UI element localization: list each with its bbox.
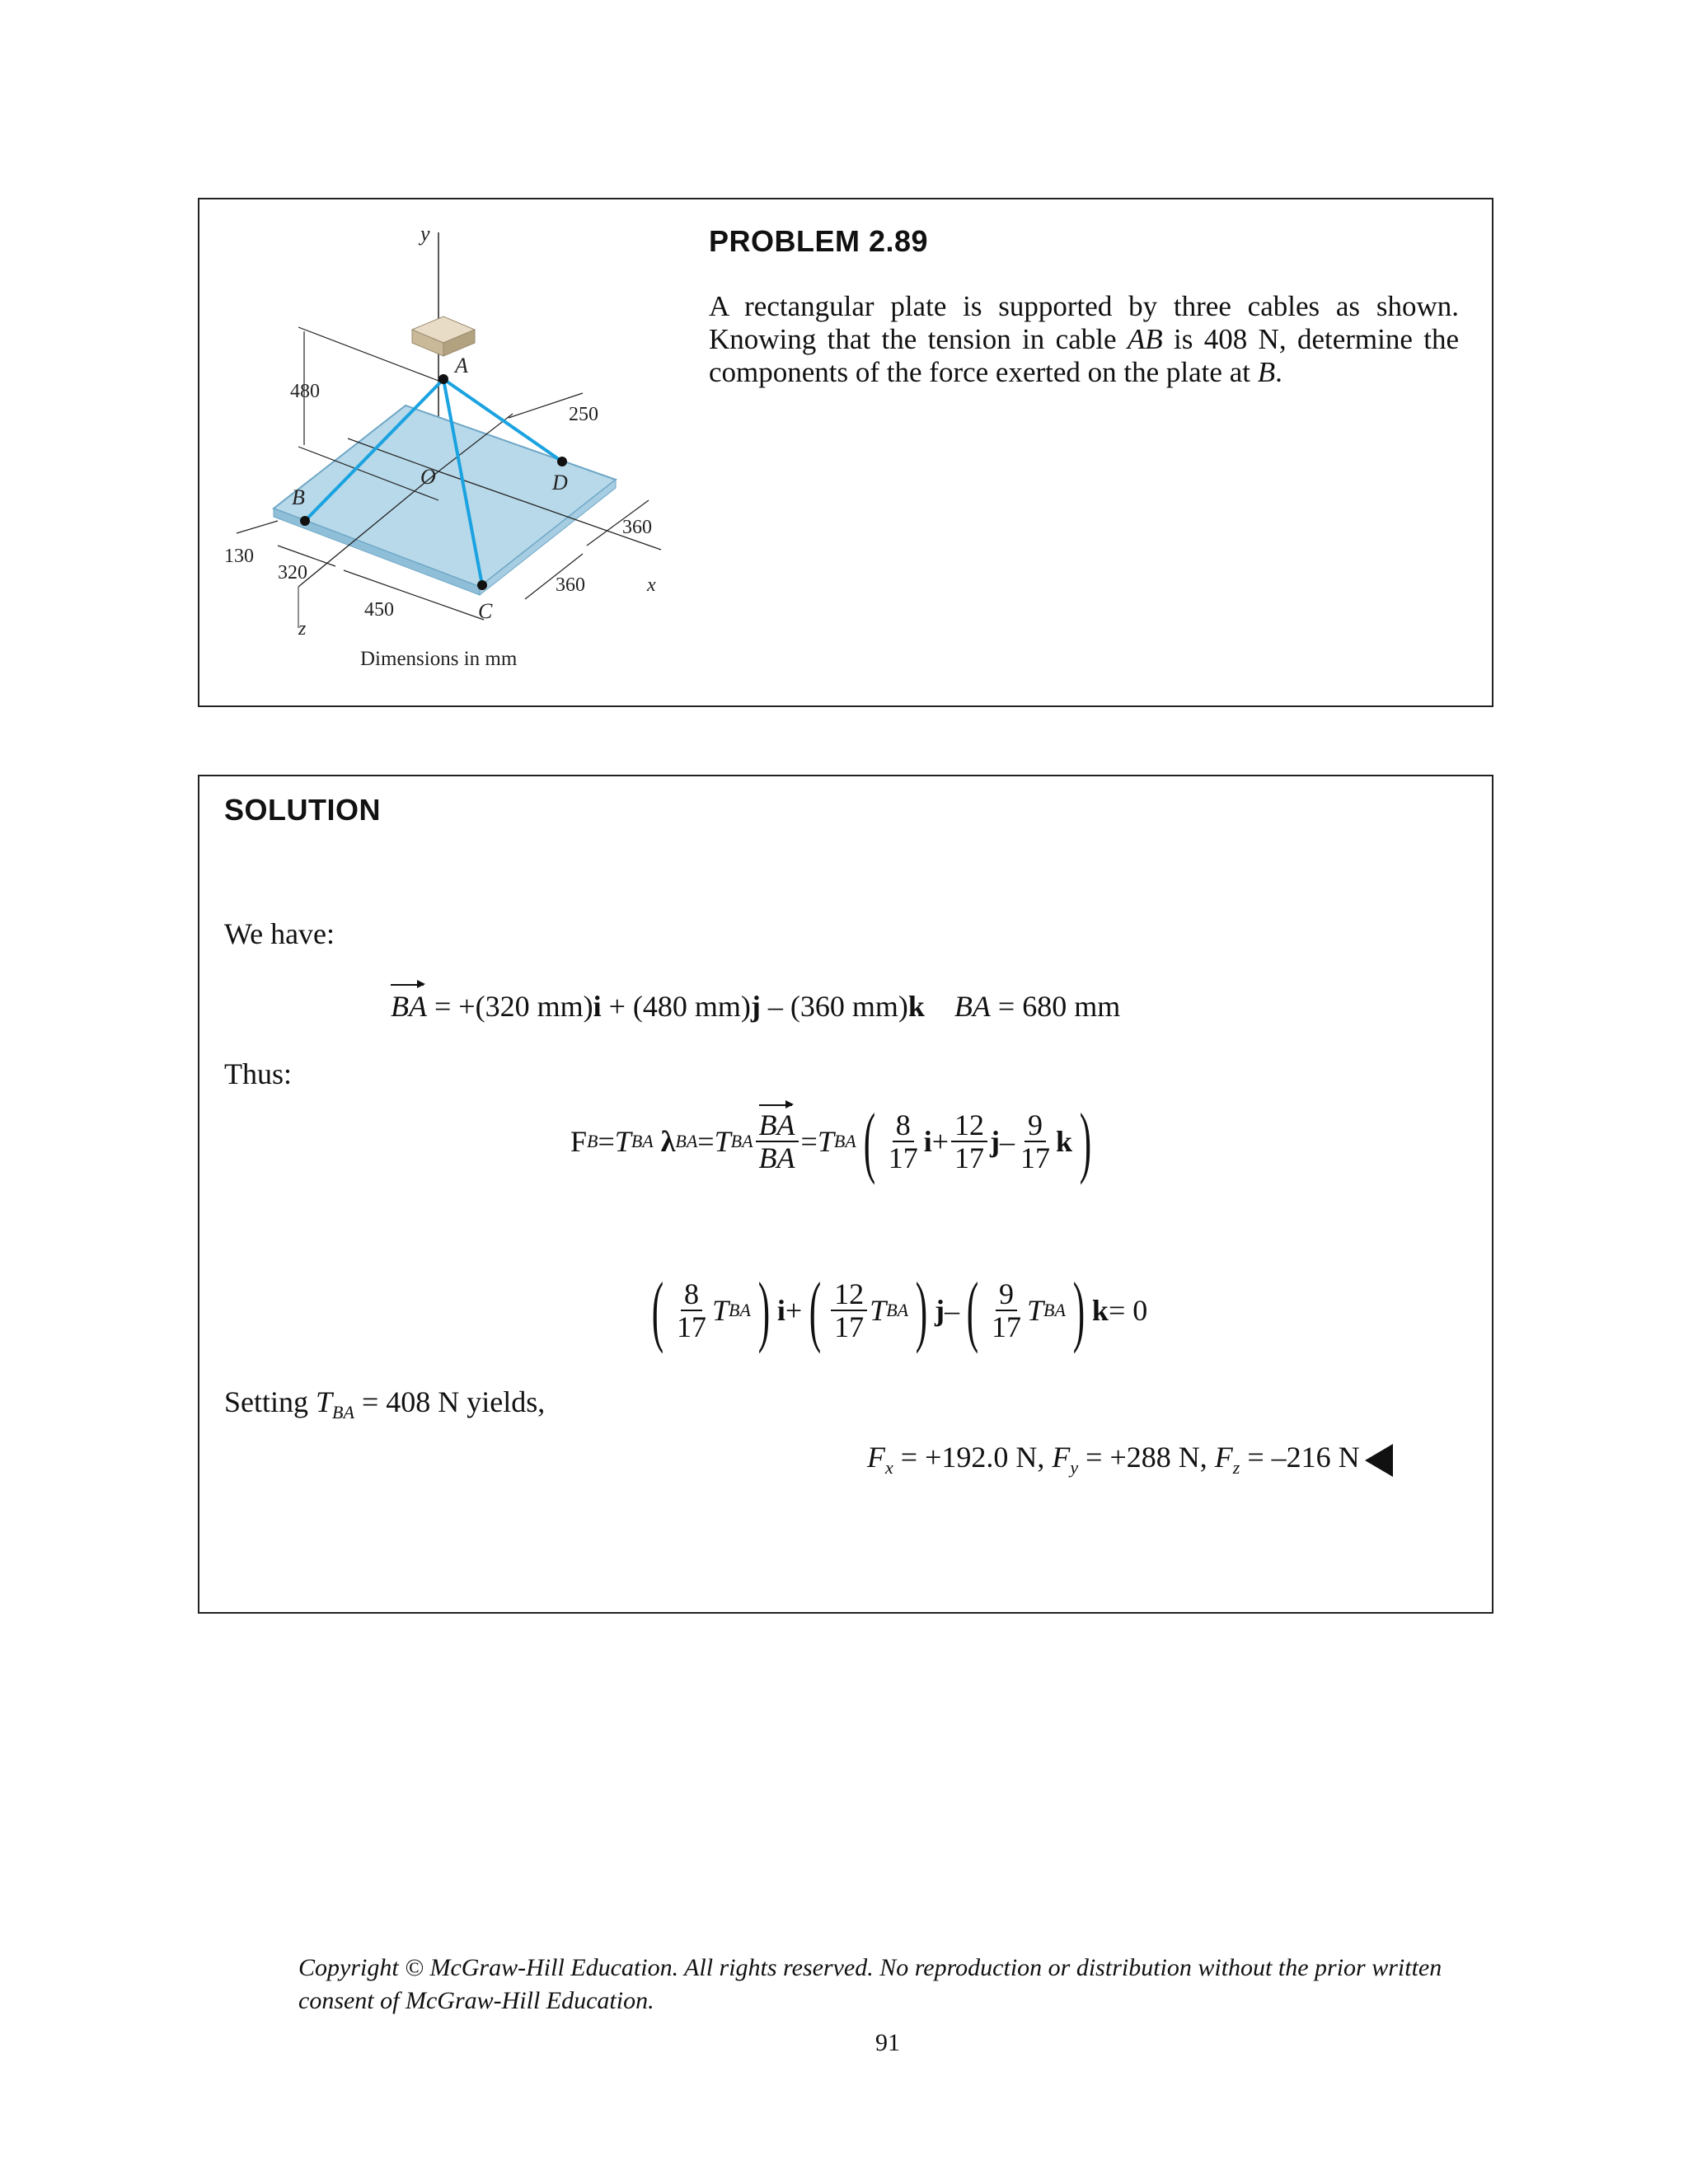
dim-320: 320 — [278, 562, 307, 583]
label-A: A — [455, 354, 468, 377]
label-z: z — [298, 618, 307, 640]
dim-250: 250 — [569, 404, 598, 425]
dim-360-front: 360 — [556, 574, 585, 596]
label-x: x — [647, 574, 656, 596]
final-answer: $F_x = +192.0$ N, $F_y = +288$ N, $F_z = -216$ N — [867, 1440, 1393, 1479]
label-C: C — [478, 599, 493, 623]
copyright-notice: Copyright © McGraw-Hill Education. All rights reserved. No reproduction or distribution without the prior written consent of McGraw-Hill Education. — [298, 1954, 1442, 2014]
dim-130: 130 — [224, 546, 254, 567]
dim-360-right: 360 — [622, 517, 652, 538]
dim-450: 450 — [364, 599, 394, 621]
page-number: 91 — [875, 2029, 900, 2056]
answer-marker-icon — [1365, 1444, 1393, 1477]
equation-components: ( $\frac{8}{17}$ T BA ) i + ( $\frac{12}{17}$ T BA ) j – ( $\frac{9}{17}$ T BA ) k = 0 — [651, 1266, 1148, 1354]
figure-caption: Dimensions in mm — [360, 648, 518, 670]
label-y: y — [420, 222, 430, 246]
setting-statement: Setting $T_{BA} = 408$ N yields, — [224, 1385, 546, 1422]
we-have-label: We have: — [224, 917, 335, 950]
equation-position-vector: BA = +(320 mm)i + (480 mm)j – (360 mm)k BA = 680 mm — [391, 990, 1121, 1023]
problem-title: PROBLEM 2.89 — [709, 224, 929, 258]
solution-title: SOLUTION — [224, 793, 381, 827]
problem-box — [198, 198, 1493, 707]
label-D: D — [552, 471, 568, 494]
label-O: O — [420, 465, 436, 489]
thus-label: Thus: — [224, 1057, 293, 1090]
problem-statement: A rectangular plate is supported by three cables as shown. Knowing that the tension in cable AB is 408 N, determine the components of the force exerted on the plate at B. — [709, 290, 1459, 388]
dim-480: 480 — [290, 381, 320, 402]
plate-figure — [199, 199, 710, 709]
equation-force-vector: F B = T BA λ BA = T BA $\frac{BA}{BA}$ = T BA ( $\frac{8}{17}$ i + $\frac{12}{17}$ j – $\frac{9}{17}$ k ) — [570, 1097, 1092, 1185]
solution-box — [198, 775, 1493, 1614]
label-B: B — [292, 485, 305, 509]
